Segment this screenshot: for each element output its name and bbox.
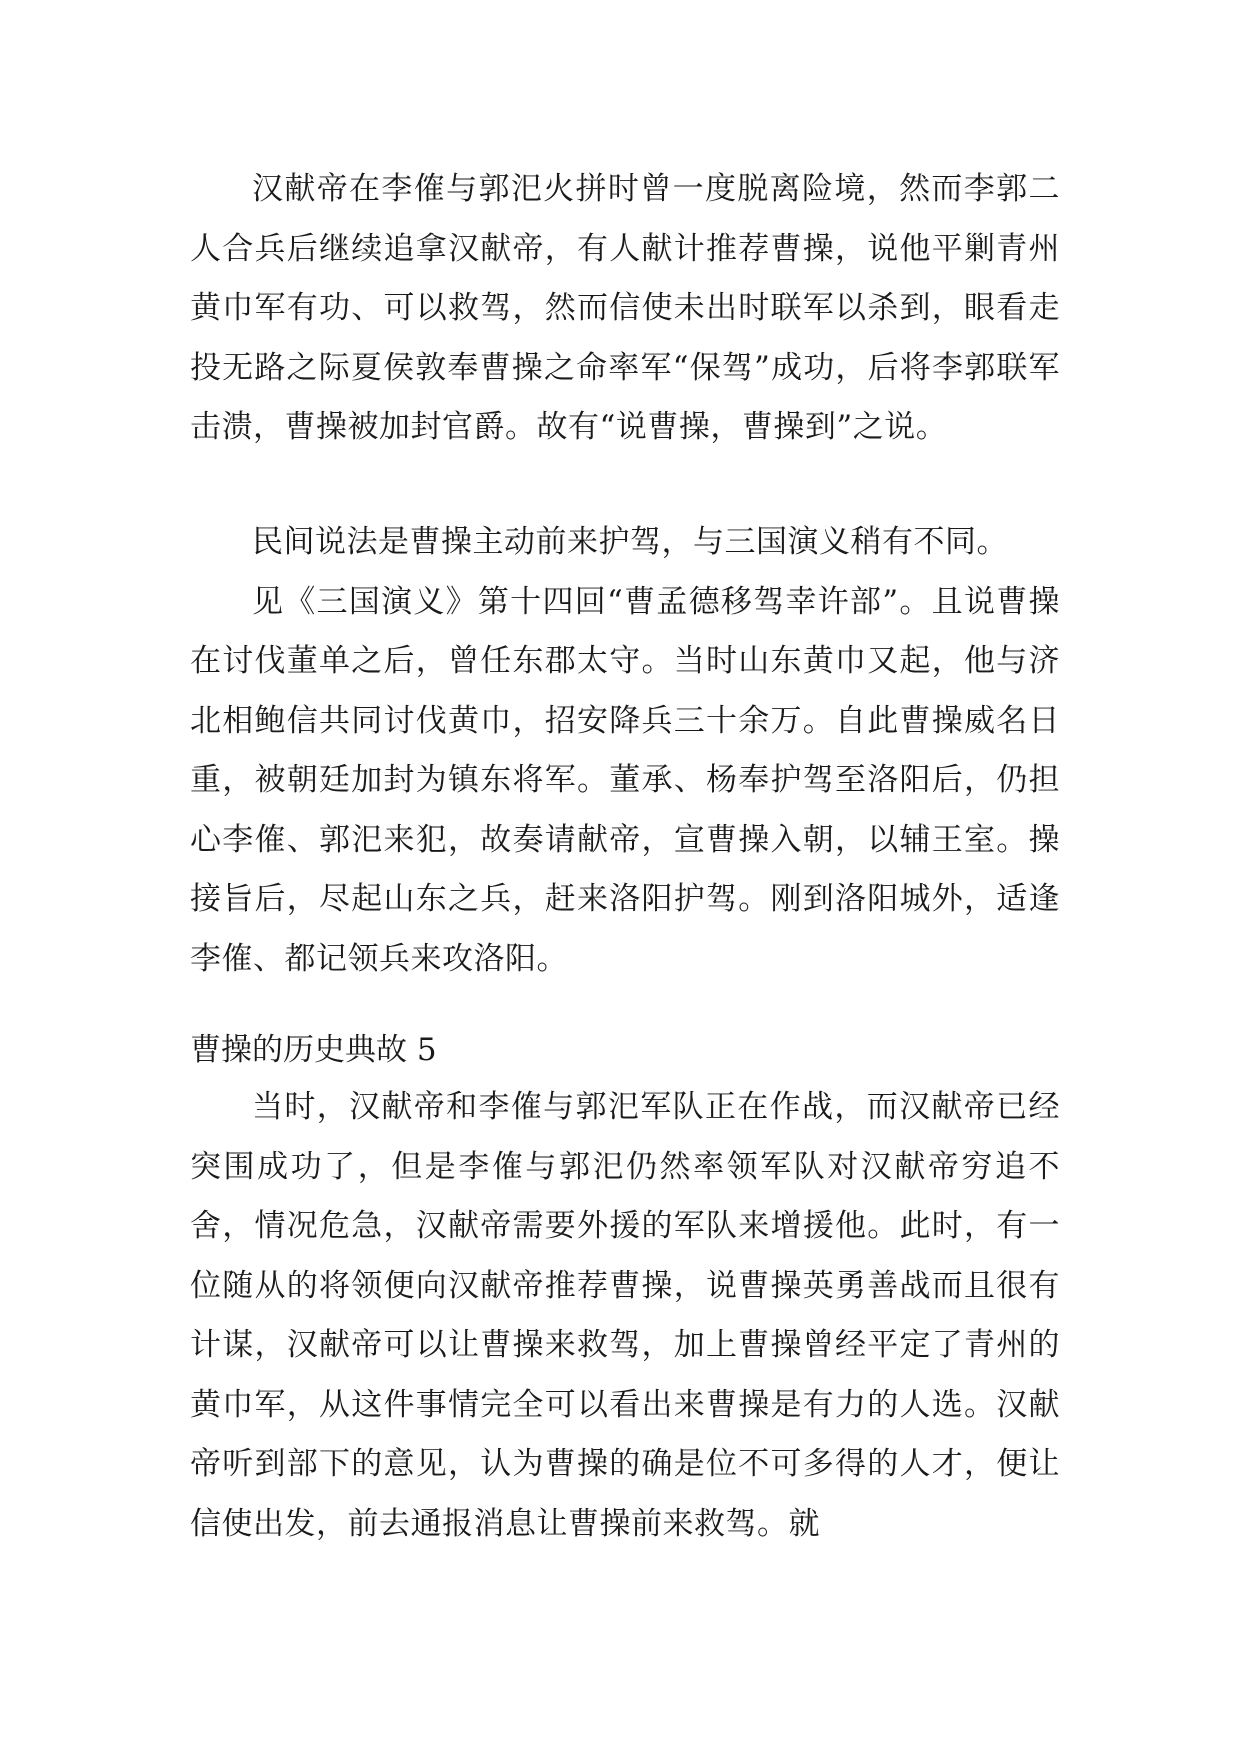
paragraph-block: [190, 513, 1060, 989]
paragraph-block: [190, 160, 1060, 458]
section-heading: 曹操的历史典故 5: [190, 1032, 437, 1068]
paragraph: 汉献帝在李傕与郭汜火拼时曾一度脱离险境，然而李郭二人合兵后继续追拿汉献帝，有人献计推荐曹操，说他平剿青州黄巾军有功、可以救驾，然而信使未出时联军以杀到，眼看走投无路之际夏侯敦奉曹操之命率军“保驾”成功，后将李郭联军击溃，曹操被加封官爵。故有“说曹操，曹操到”之说。: [190, 171, 1060, 445]
paragraph-block: [190, 1078, 1060, 1554]
paragraph: 见《三国演义》第十四回“曹孟德移驾幸许部”。且说曹操在讨伐董单之后，曾任东郡太守。当时山东黄巾又起，他与济北相鲍信共同讨伐黄巾，招安降兵三十余万。自此曹操威名日重，被朝廷加封为镇东将军。董承、杨奉护驾至洛阳后，仍担心李傕、郭汜来犯，故奏请献帝，宣曹操入朝，以辅王室。操接旨后，尽起山东之兵，赶来洛阳护驾。刚到洛阳城外，适逢李傕、都记领兵来攻洛阳。: [190, 583, 1060, 977]
paragraph: 当时，汉献帝和李傕与郭汜军队正在作战，而汉献帝已经突围成功了，但是李傕与郭汜仍然率领军队对汉献帝穷追不舍，情况危急，汉献帝需要外援的军队来增援他。此时，有一位随从的将领便向汉献帝推荐曹操，说曹操英勇善战而且很有计谋，汉献帝可以让曹操来救驾，加上曹操曾经平定了青州的黄巾军，从这件事情完全可以看出来曹操是有力的人选。汉献帝听到部下的意见，认为曹操的确是位不可多得的人才，便让信使出发，前去通报消息让曹操前来救驾。就: [190, 1089, 1060, 1542]
paragraph: 民间说法是曹操主动前来护驾，与三国演义稍有不同。: [252, 524, 1008, 560]
